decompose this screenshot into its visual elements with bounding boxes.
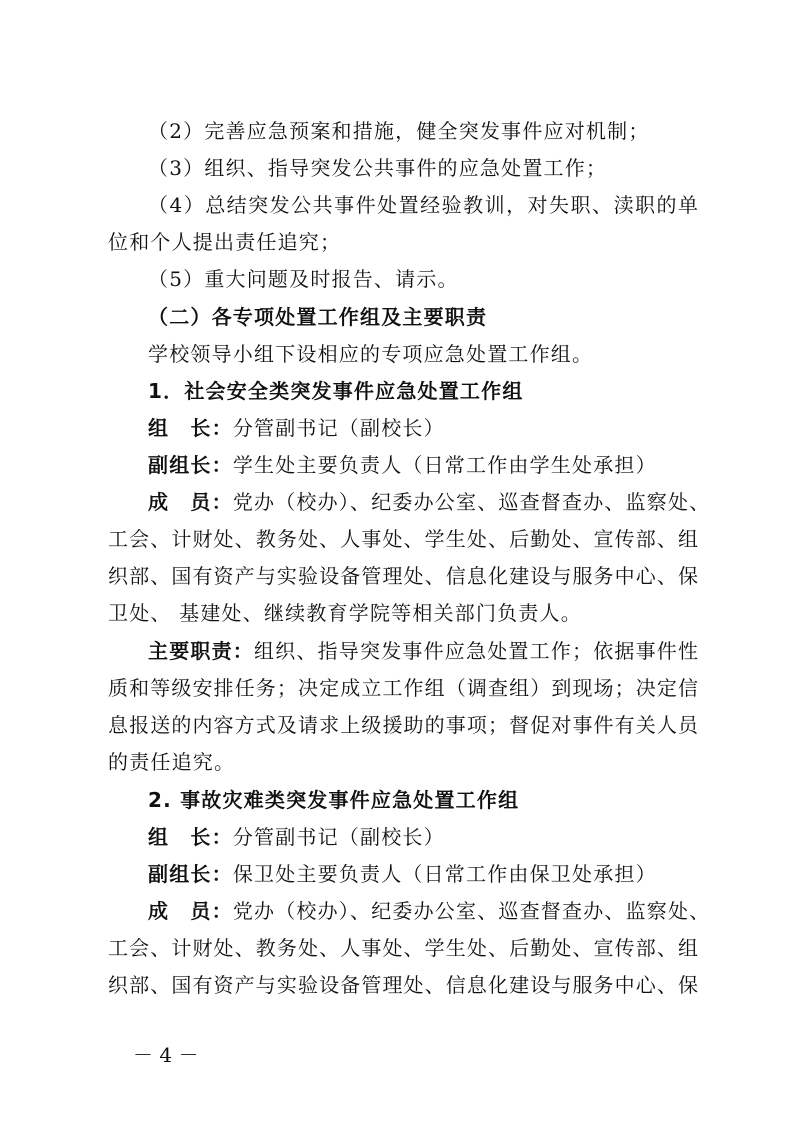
section-heading: （二）各专项处置工作组及主要职责 (148, 305, 488, 329)
paragraph-line: （2）完善应急预案和措施，健全突发事件应对机制； (148, 119, 650, 143)
paragraph-line: 位和个人提出责任追究； (108, 230, 342, 254)
field-label: 成 员： (148, 899, 233, 923)
leader-line (148, 825, 698, 849)
subsection-heading: 1．社会安全类突发事件应急处置工作组 (148, 379, 524, 403)
members-line (148, 490, 711, 514)
field-value: 党办（校办）、纪委办公室、巡查督查办、监察处、 (232, 899, 711, 923)
members-line (148, 899, 711, 923)
leader-line (148, 416, 698, 440)
deputy-leader-line (148, 862, 698, 886)
field-value: 分管副书记（副校长） (232, 416, 445, 440)
field-value: 党办（校办）、纪委办公室、巡查督查办、监察处、 (232, 490, 711, 514)
field-value: 组织、指导突发事件应急处置工作；依据事件性 (254, 639, 700, 663)
field-label: 副组长： (148, 453, 233, 477)
paragraph-line: 息报送的内容方式及请求上级援助的事项；督促对事件有关人员 (108, 713, 698, 737)
paragraph-line: 织部、国有资产与实验设备管理处、信息化建设与服务中心、保 (108, 973, 698, 997)
field-label: 组 长： (148, 416, 233, 440)
paragraph-line: 工会、计财处、教务处、人事处、学生处、后勤处、宣传部、组 (108, 936, 698, 960)
page-number: － 4 － (133, 1043, 199, 1067)
paragraph-line: 工会、计财处、教务处、人事处、学生处、后勤处、宣传部、组 (108, 527, 698, 551)
field-label: 成 员： (148, 490, 233, 514)
paragraph-line: 质和等级安排任务；决定成立工作组（调查组）到现场；决定信 (108, 676, 698, 700)
deputy-leader-line (148, 453, 698, 477)
duties-line (148, 639, 698, 663)
field-label: 组 长： (148, 825, 233, 849)
paragraph-line: 学校领导小组下设相应的专项应急处置工作组。 (148, 342, 594, 366)
field-value: 学生处主要负责人（日常工作由学生处承担） (232, 453, 657, 477)
field-value: 保卫处主要负责人（日常工作由保卫处承担） (232, 862, 657, 886)
subsection-heading: 2. 事故灾难类突发事件应急处置工作组 (148, 788, 520, 812)
paragraph-line: （3）组织、指导突发公共事件的应急处置工作； (148, 156, 608, 180)
field-value: 分管副书记（副校长） (232, 825, 445, 849)
paragraph-line: （5）重大问题及时报告、请示。 (148, 267, 459, 291)
paragraph-line: 的责任追究。 (108, 750, 236, 774)
field-label: 副组长： (148, 862, 233, 886)
paragraph-line: 织部、国有资产与实验设备管理处、信息化建设与服务中心、保 (108, 564, 698, 588)
paragraph-line: （4）总结突发公共事件处置经验教训，对失职、渎职的单 (148, 193, 698, 217)
field-label: 主要职责： (148, 639, 254, 663)
paragraph-line: 卫处、 基建处、继续教育学院等相关部门负责人。 (108, 601, 582, 625)
